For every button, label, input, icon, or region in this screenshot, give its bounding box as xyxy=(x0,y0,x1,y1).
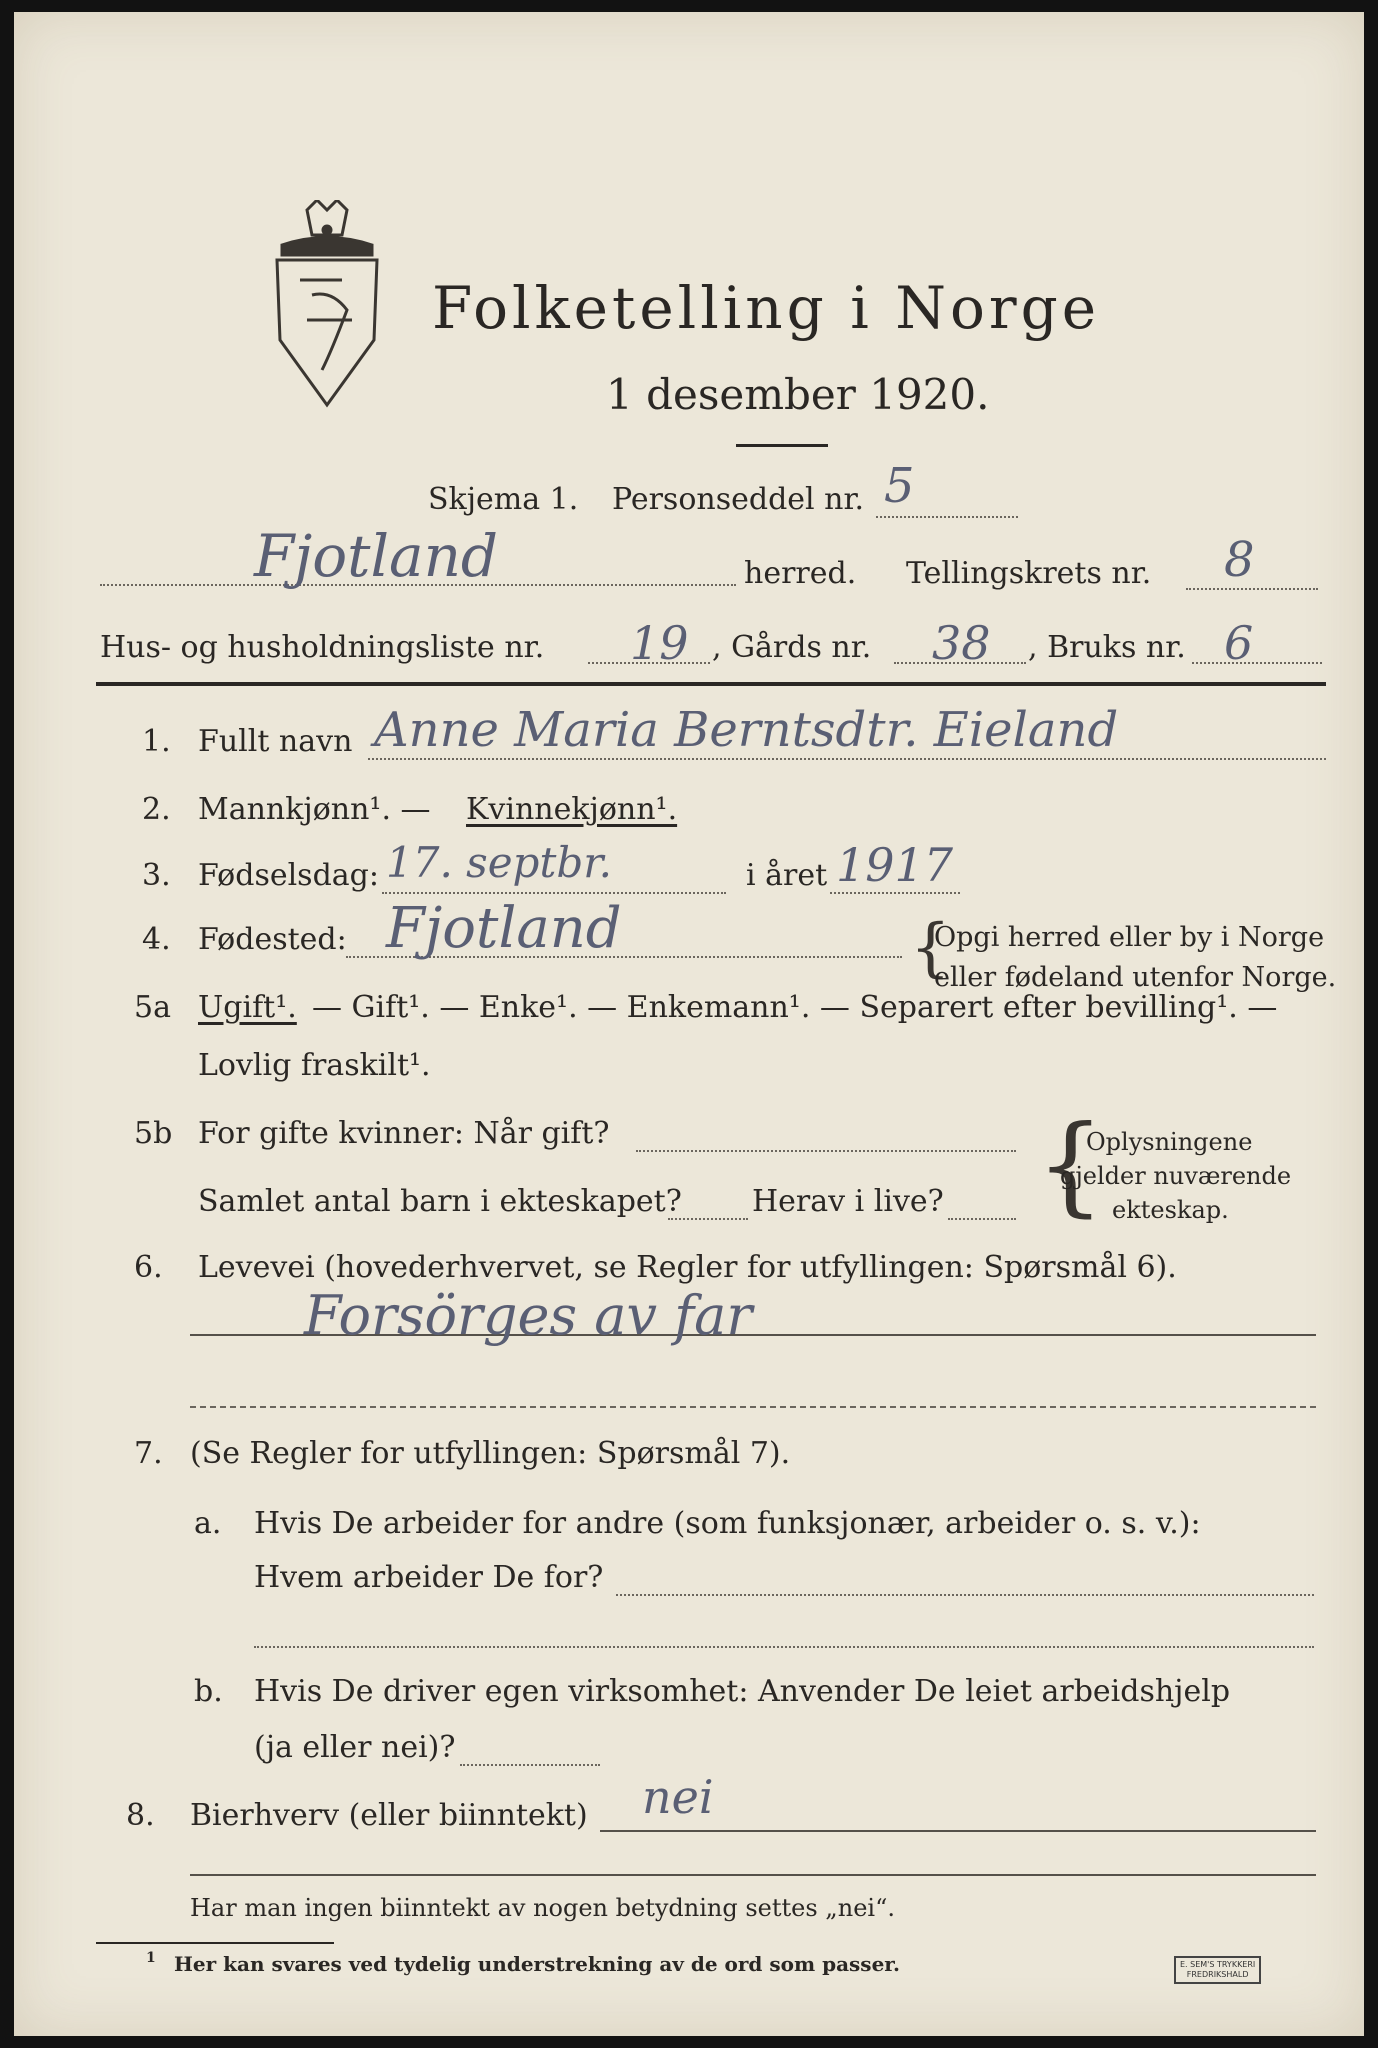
q5b-number: 5b xyxy=(134,1116,173,1151)
herred-label: herred. xyxy=(744,556,857,591)
census-form-page xyxy=(14,12,1364,2036)
q4-label: Fødested: xyxy=(198,922,347,957)
header-rule xyxy=(96,682,1326,686)
q8-value: nei xyxy=(642,1770,714,1824)
bruks-value: 6 xyxy=(1224,616,1254,670)
q6-label: Levevei (hovederhvervet, se Regler for utfyllingen: Spørsmål 6). xyxy=(198,1250,1177,1285)
q3-birthday: 17. septbr. xyxy=(386,838,613,887)
q1-label: Fullt navn xyxy=(198,724,353,759)
title-divider xyxy=(736,444,828,447)
herred-value: Fjotland xyxy=(254,522,499,590)
q4-number: 4. xyxy=(142,922,171,957)
q7b-line2: (ja eller nei)? xyxy=(254,1730,456,1765)
skjema-label: Skjema 1. xyxy=(428,482,579,517)
q7-label: (Se Regler for utfyllingen: Spørsmål 7). xyxy=(190,1436,791,1471)
q3-year-label: i året xyxy=(746,858,828,893)
q5a-options: — Gift¹. — Enke¹. — Enkemann¹. — Separert efter bevilling¹. — xyxy=(312,990,1278,1025)
husliste-label: Hus- og husholdningsliste nr. xyxy=(100,630,545,665)
q3-number: 3. xyxy=(142,858,171,893)
q5a-line2: Lovlig fraskilt¹. xyxy=(198,1048,431,1083)
q8-number: 8. xyxy=(126,1798,155,1833)
q2-male: Mannkjønn¹. — xyxy=(198,792,431,827)
q5b-note3: ekteskap. xyxy=(1112,1196,1229,1224)
q6-number: 6. xyxy=(134,1250,163,1285)
q5a-number: 5a xyxy=(134,990,171,1025)
census-date: 1 desember 1920. xyxy=(606,370,990,419)
footnote-mark: 1 xyxy=(146,1950,156,1966)
q3-year: 1917 xyxy=(836,838,954,892)
q5b-brace: { xyxy=(1036,1103,1105,1228)
q3-label: Fødselsdag: xyxy=(198,858,379,893)
q4-note-line2: eller fødeland utenfor Norge. xyxy=(934,962,1337,993)
printer-stamp: E. SEM'S TRYKKERI FREDRIKSHALD xyxy=(1174,1956,1261,1984)
q1-number: 1. xyxy=(142,724,171,759)
q5b-line2a: Samlet antal barn i ekteskapet? xyxy=(198,1184,682,1219)
q2-female-selected: Kvinnekjønn¹. xyxy=(466,792,678,827)
personseddel-value: 5 xyxy=(884,458,915,514)
q4-note-line1: Opgi herred eller by i Norge xyxy=(934,922,1325,953)
q5b-note1: Oplysningene xyxy=(1086,1128,1253,1156)
q7a-letter: a. xyxy=(194,1506,222,1541)
personseddel-label: Personseddel nr. xyxy=(612,482,865,517)
husliste-value: 19 xyxy=(630,616,689,670)
q7a-line2: Hvem arbeider De for? xyxy=(254,1560,604,1595)
q7-number: 7. xyxy=(134,1436,163,1471)
q5b-line2b: Herav i live? xyxy=(752,1184,944,1219)
q8-label: Bierhverv (eller biinntekt) xyxy=(190,1798,588,1833)
q6-occupation: Forsörges av far xyxy=(304,1284,753,1347)
bruks-label: , Bruks nr. xyxy=(1028,630,1186,665)
q1-full-name: Anne Maria Berntsdtr. Eieland xyxy=(374,702,1119,758)
q7a-line1: Hvis De arbeider for andre (som funksjonær, arbeider o. s. v.): xyxy=(254,1506,1201,1541)
q4-brace: { xyxy=(910,911,951,985)
coat-of-arms-icon xyxy=(262,200,392,410)
gards-value: 38 xyxy=(932,616,991,670)
q7b-line1: Hvis De driver egen virksomhet: Anvender De leiet arbeidshjelp xyxy=(254,1674,1231,1709)
q5a-ugift-selected: Ugift¹. xyxy=(198,990,297,1025)
footnote-text: Her kan svares ved tydelig understrekning av de ord som passer. xyxy=(174,1952,900,1976)
gards-label: , Gårds nr. xyxy=(712,630,872,665)
tellingskrets-value: 8 xyxy=(1224,532,1255,588)
footer-note: Har man ingen biinntekt av nogen betydning settes „nei“. xyxy=(190,1894,895,1922)
tellingskrets-label: Tellingskrets nr. xyxy=(906,556,1152,591)
q5b-line1: For gifte kvinner: Når gift? xyxy=(198,1116,610,1151)
q2-number: 2. xyxy=(142,792,171,827)
q5b-note2: gjelder nuværende xyxy=(1060,1162,1292,1190)
footnote-rule xyxy=(96,1942,334,1944)
q4-birthplace: Fjotland xyxy=(386,896,622,961)
form-title: Folketelling i Norge xyxy=(432,274,1101,342)
q7b-letter: b. xyxy=(194,1674,223,1709)
